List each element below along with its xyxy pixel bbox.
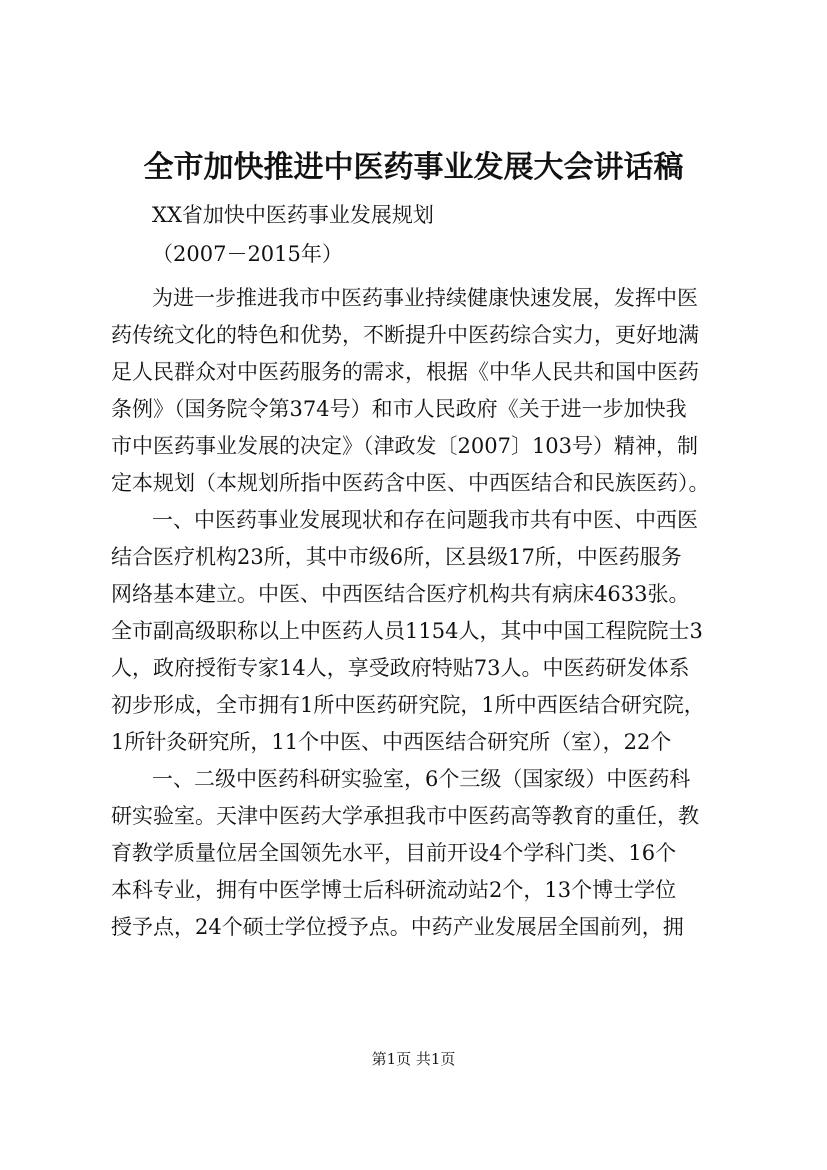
body-line: 初步形成，全市拥有1所中医药研究院，1所中西医结合研究院， — [111, 693, 705, 717]
page-footer: 第1页 共1页 — [371, 1050, 456, 1068]
body-line: 授予点，24个硕士学位授予点。中药产业发展居全国前列，拥 — [111, 915, 684, 939]
document-body — [111, 280, 731, 946]
body-line: 网络基本建立。中医、中西医结合医疗机构共有病床4633张。 — [111, 582, 690, 606]
body-line: 市中医药事业发展的决定》（津政发〔2007〕103号）精神，制 — [111, 434, 699, 458]
body-line: 全市副高级职称以上中医药人员1154人，其中中国工程院院士3 — [111, 619, 703, 643]
body-line: 为进一步推进我市中医药事业持续健康快速发展，发挥中医 — [152, 286, 698, 310]
body-line: 定本规划（本规划所指中医药含中医、中西医结合和民族医药）。 — [111, 471, 710, 495]
body-line: 一、二级中医药科研实验室，6个三级（国家级）中医药科 — [152, 767, 691, 791]
document-years: （2007－2015年） — [152, 242, 343, 266]
body-line: 条例》（国务院令第374号）和市人民政府《关于进一步加快我 — [111, 397, 687, 421]
body-line: 结合医疗机构23所，其中市级6所，区县级17所，中医药服务 — [111, 545, 682, 569]
body-line: 1所针灸研究所，11个中医、中西医结合研究所（室），22个 — [111, 730, 672, 754]
document-subtitle: XX省加快中医药事业发展规划 — [152, 203, 434, 227]
body-line: 研实验室。天津中医药大学承担我市中医药高等教育的重任，教 — [111, 804, 699, 828]
body-line: 药传统文化的特色和优势，不断提升中医药综合实力，更好地满 — [111, 323, 699, 347]
document-title: 全市加快推进中医药事业发展大会讲话稿 — [143, 150, 684, 185]
body-line: 人，政府授衔专家14人，享受政府特贴73人。中医药研发体系 — [111, 656, 690, 680]
body-line: 足人民群众对中医药服务的需求，根据《中华人民共和国中医药 — [111, 360, 699, 384]
body-line: 本科专业，拥有中医学博士后科研流动站2个，13个博士学位 — [111, 878, 677, 902]
body-line: 一、中医药事业发展现状和存在问题我市共有中医、中西医 — [152, 508, 698, 532]
body-line: 育教学质量位居全国领先水平，目前开设4个学科门类、16个 — [111, 841, 677, 865]
